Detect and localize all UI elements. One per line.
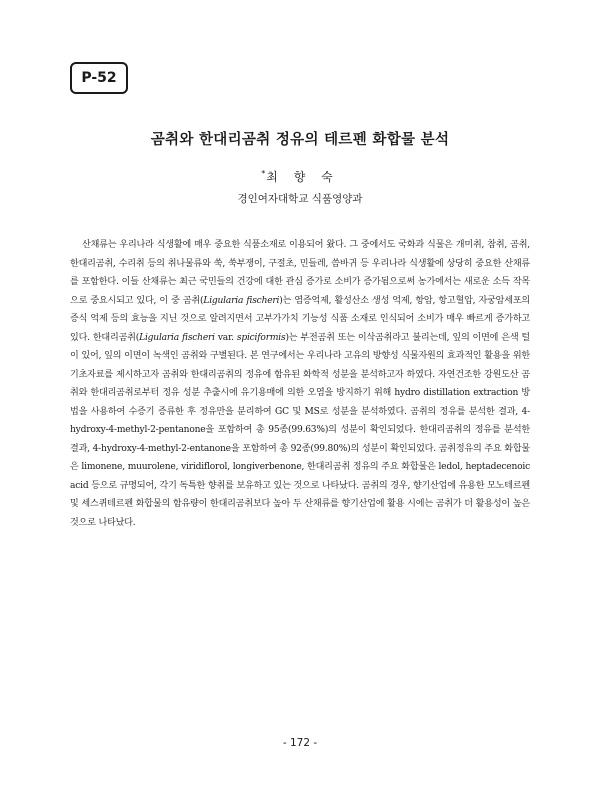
page-number: - 172 - bbox=[282, 737, 318, 749]
abstract-species-name: Ligularia fischeri bbox=[139, 332, 215, 343]
affiliation: 경인여자대학교 식품영양과 bbox=[237, 193, 363, 205]
abstract-body bbox=[70, 236, 530, 532]
paper-title: 곰취와 한대리곰취 정유의 테르펜 화합물 분석 bbox=[150, 132, 450, 148]
abstract-segment: )는 염증억제, 활성산소 생성 억제, 항암, 항고혈압, 자궁암세포의 증식 억제 등의 효능을 지닌 것으로 알려지면서 고부가가치 기능성 식품 소재로 인식되어 소비가 매우 빠르게 증가하고 있다. 한대리곰취( bbox=[70, 295, 530, 343]
author-line bbox=[0, 168, 600, 185]
author-name: 최 향 숙 bbox=[266, 170, 339, 184]
abstract-variety-name: spiciformis bbox=[236, 332, 286, 343]
abstract-segment: var. bbox=[214, 332, 237, 343]
poster-number-badge: P-52 bbox=[70, 62, 128, 94]
abstract-segment: 산채류는 우리나라 식생활에 매우 중요한 식품소재로 이용되어 왔다. 그 중에서도 국화과 식물은 개미취, 참취, 곰취, 한대리곰취, 수리취 등의 취나물류와 쑥, 쑥부쟁이, 구절초, 민들레, 씀바귀 등 우리나라 식생활에 상당히 중요한 산채류를 포함한다. 이들 산채류는 최근 국민들의 건강에 대한 관심 증가로 소비가 증가됨으로써 농가에서는 새로운 소득 작목으로 중요시되고 있다, 이 중 곰취( bbox=[70, 240, 530, 306]
corresponding-author-mark: * bbox=[261, 169, 266, 178]
abstract-segment: )는 부전곰취 또는 이삭곰취라고 불리는데, 잎의 이면에 은색 털이 있어, 잎의 이면이 녹색인 곰취와 구별된다. 본 연구에서는 우리나라 고유의 방향성 식물자원의 효과적인 활용을 위한 기초자료를 제시하고자 곰취와 한대리곰취의 정유에 함유된 화학적 성분을 분석하고자 하였다. 자연건조한 강원도산 곰취와 한대리곰취로부터 정유 성분 추출시에 유기용매에 의한 오염을 방지하기 위해 hydro distillation extraction 방법을 사용하여 수증기 증류한 후 정유만을 분리하여 GC 및 MS로 성분을 분석하였다. 곰취의 정유를 분석한 결과, 4-hydroxy-4-methyl-2-pentanone을 포함하여 총 95종(99.63%)의 성분이 확인되었다. 한대리곰취의 정유를 분석한 결과, 4-hydroxy-4-methyl-2-entanone을 포함하여 총 92종(99.80%)의 성분이 확인되었다. 곰취정유의 주요 화합물은 limonene, muurolene, viridiflorol, longiverbenone, 한대리곰취 정유의 주요 화합물은 ledol, heptadecenoic acid 등으로 규명되어, 각기 독특한 향취를 보유하고 있는 것으로 나타났다. 곰취의 경우, 향기산업에 유용한 모노테르펜 및 세스퀴테르펜 화합물의 함유량이 한대리곰취보다 높아 두 산채류를 향기산업에 활용 시에는 곰취가 더 활용성이 높은 것으로 나타났다. bbox=[70, 332, 530, 528]
abstract-species-name: Ligularia fischeri bbox=[203, 295, 280, 306]
